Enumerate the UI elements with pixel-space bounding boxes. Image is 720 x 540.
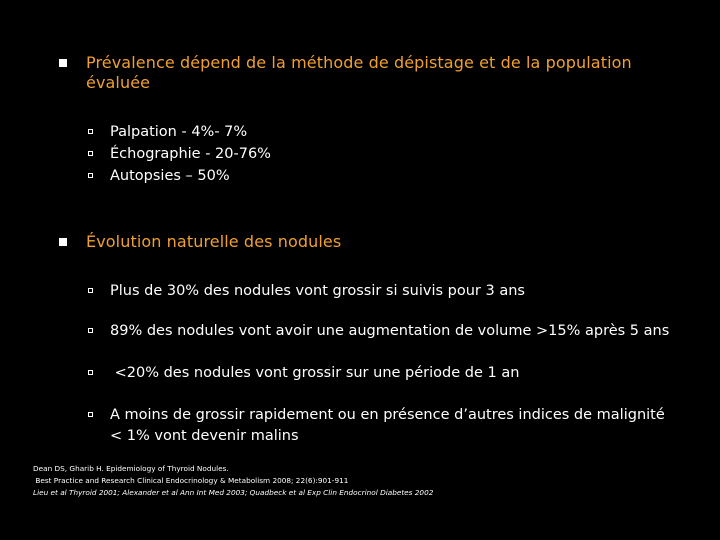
reference-line: Best Practice and Research Clinical Endocrinology & Metabolism 2008; 22(6):901-911 bbox=[33, 476, 349, 485]
list-item: Plus de 30% des nodules vont grossir si suivis pour 3 ans bbox=[110, 283, 525, 299]
list-item: 89% des nodules vont avoir une augmentation de volume >15% après 5 ans bbox=[110, 323, 670, 339]
item-bullet bbox=[88, 412, 93, 417]
item-bullet bbox=[88, 129, 93, 134]
section-heading-evolution: Évolution naturelle des nodules bbox=[86, 232, 342, 251]
list-item: Palpation - 4%- 7% bbox=[110, 124, 248, 140]
reference-line: Dean DS, Gharib H. Epidemiology of Thyroid Nodules. bbox=[33, 464, 229, 473]
list-item: A moins de grossir rapidement ou en présence d’autres indices de malignité < 1% vont devenir malins bbox=[110, 407, 665, 444]
item-bullet bbox=[88, 173, 93, 178]
section-bullet bbox=[59, 59, 67, 67]
item-bullet bbox=[88, 328, 93, 333]
list-item: <20% des nodules vont grossir sur une période de 1 an bbox=[110, 365, 520, 381]
item-bullet bbox=[88, 370, 93, 375]
references bbox=[33, 463, 693, 499]
section-heading-prevalence: Prévalence dépend de la méthode de dépistage et de la population évaluée bbox=[86, 53, 632, 92]
list-item: Échographie - 20-76% bbox=[110, 146, 271, 162]
item-bullet bbox=[88, 288, 93, 293]
list-item: Autopsies – 50% bbox=[110, 168, 230, 184]
item-bullet bbox=[88, 151, 93, 156]
section-bullet bbox=[59, 238, 67, 246]
reference-line: Lieu et al Thyroid 2001; Alexander et al Ann Int Med 2003; Quadbeck et al Exp Clin Endocrinol Diabetes 2002 bbox=[33, 488, 434, 497]
